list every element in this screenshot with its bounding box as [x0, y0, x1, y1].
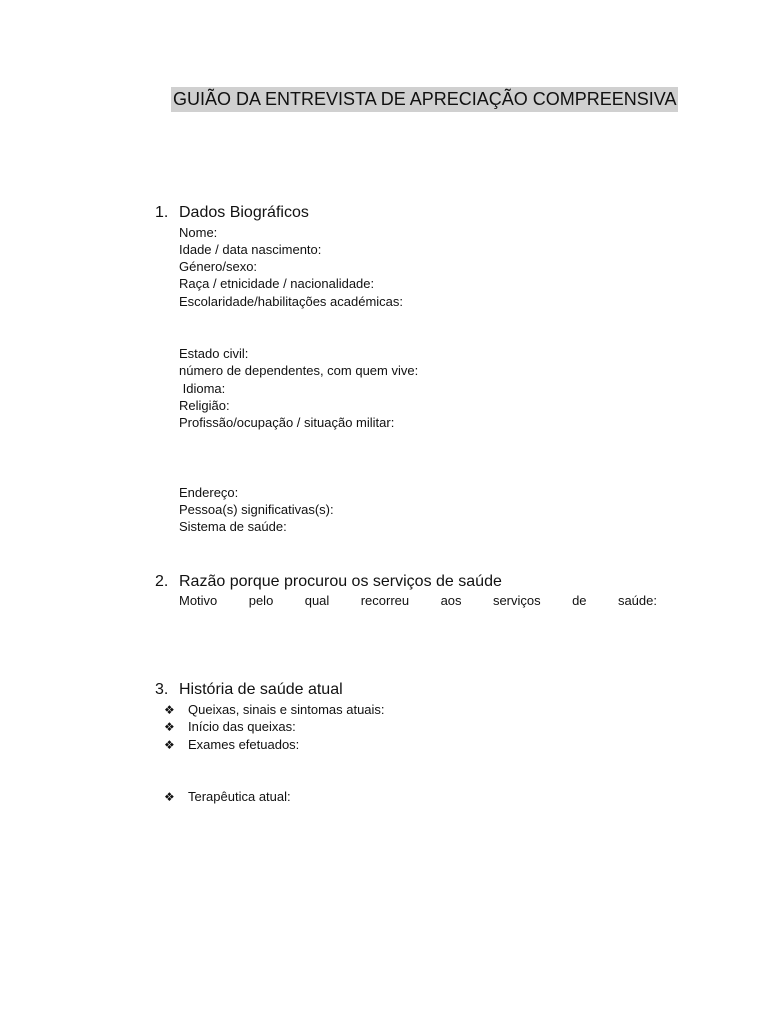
- diamond-bullet-icon: ❖: [164, 738, 175, 752]
- section-title: História de saúde atual: [179, 681, 343, 698]
- list-item-label: Exames efetuados:: [188, 737, 300, 752]
- section-number: 2.: [155, 573, 169, 590]
- field-sistema-saude: Sistema de saúde:: [179, 519, 287, 534]
- list-item: [164, 701, 385, 719]
- field-motivo: [179, 592, 657, 609]
- field-nome: Nome:: [179, 225, 218, 240]
- field-genero: Género/sexo:: [179, 259, 258, 274]
- field-endereco: Endereço:: [179, 485, 239, 500]
- field-religiao: Religião:: [179, 398, 230, 413]
- word: saúde:: [617, 593, 657, 608]
- section-3-heading: [155, 680, 343, 700]
- field-estado-civil: Estado civil:: [179, 346, 249, 361]
- field-raca: Raça / etnicidade / nacionalidade:: [179, 276, 375, 291]
- word: qual: [304, 593, 330, 608]
- field-idade: Idade / data nascimento:: [179, 242, 322, 257]
- section-1-heading: [155, 203, 309, 223]
- field-dependentes: número de dependentes, com quem vive:: [179, 363, 419, 378]
- word: serviços: [492, 593, 541, 608]
- diamond-bullet-icon: ❖: [164, 720, 175, 734]
- field-profissao: Profissão/ocupação / situação militar:: [179, 415, 395, 430]
- list-item-label: Terapêutica atual:: [188, 789, 291, 804]
- list-item: [164, 736, 299, 754]
- list-item-label: Início das queixas:: [188, 719, 296, 734]
- section-title: Razão porque procurou os serviços de saúde: [179, 573, 502, 590]
- word: pelo: [248, 593, 274, 608]
- word: Motivo: [179, 593, 218, 608]
- section-number: 3.: [155, 681, 169, 698]
- word: recorreu: [360, 593, 410, 608]
- document-title: GUIÃO DA ENTREVISTA DE APRECIAÇÃO COMPREENSIVA: [171, 87, 678, 112]
- word: aos: [440, 593, 462, 608]
- diamond-bullet-icon: ❖: [164, 790, 175, 804]
- diamond-bullet-icon: ❖: [164, 703, 175, 717]
- section-title: Dados Biográficos: [179, 204, 309, 221]
- list-item: [164, 718, 296, 736]
- field-escolaridade: Escolaridade/habilitações académicas:: [179, 294, 404, 309]
- section-number: 1.: [155, 204, 169, 221]
- field-idioma: Idioma:: [179, 381, 226, 396]
- section-2-heading: [155, 572, 502, 592]
- word: de: [572, 593, 587, 608]
- field-pessoas-significativas: Pessoa(s) significativas(s):: [179, 502, 334, 517]
- list-item-label: Queixas, sinais e sintomas atuais:: [188, 702, 385, 717]
- list-item: [164, 788, 291, 806]
